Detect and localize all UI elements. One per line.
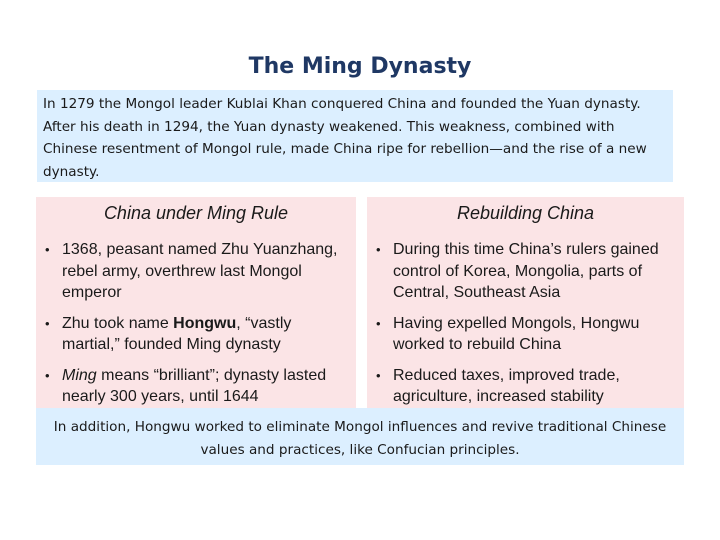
bullet-icon: •	[45, 242, 50, 257]
list-item	[36, 313, 356, 356]
left-column-heading: China under Ming Rule	[103, 203, 289, 223]
right-bullet-list	[367, 239, 684, 417]
list-item	[367, 365, 684, 408]
bullet-text: 1368, peasant named Zhu Yuanzhang, rebel army, overthrew last Mongol emperor	[62, 241, 338, 301]
bullet-icon: •	[376, 242, 381, 257]
list-item	[36, 239, 356, 304]
bullet-italic-text: Ming	[62, 366, 97, 384]
bullet-text: During this time China’s rulers gained control of Korea, Mongolia, parts of Central, Southeast Asia	[393, 241, 659, 301]
bullet-icon: •	[376, 367, 381, 383]
bullet-icon: •	[45, 315, 50, 331]
bullet-text: means “brilliant”; dynasty lasted nearly 300 years, until 1644	[62, 366, 327, 405]
right-column-heading: Rebuilding China	[456, 203, 595, 223]
intro-text-box: In 1279 the Mongol leader Kublai Khan conquered China and founded the Yuan dynasty. After his death in 1294, the Yuan dynasty weakened. This weakness, combined with Chinese resentment of Mongol rule, made China ripe for rebellion—and the rise of a new dynasty.	[37, 90, 673, 182]
bullet-text: Having expelled Mongols, Hongwu worked to rebuild China	[393, 314, 640, 353]
bullet-text: Zhu took name	[62, 314, 174, 332]
left-bullet-list	[36, 239, 356, 417]
right-column-panel	[367, 197, 684, 409]
bullet-bold-text: Hongwu	[173, 314, 237, 332]
list-item	[367, 313, 684, 356]
left-column-panel	[36, 197, 356, 409]
bullet-icon: •	[376, 315, 381, 331]
list-item	[367, 239, 684, 304]
bullet-text: , “vastly martial,” founded Ming dynasty	[62, 314, 292, 353]
bullet-text: Reduced taxes, improved trade, agriculture, increased stability	[393, 366, 620, 405]
list-item	[36, 365, 356, 408]
bullet-icon: •	[45, 367, 50, 383]
summary-text-box: In addition, Hongwu worked to eliminate Mongol influences and revive traditional Chinese values and practices, like Confucian principles.	[36, 408, 684, 465]
slide-title: The Ming Dynasty	[248, 54, 472, 79]
